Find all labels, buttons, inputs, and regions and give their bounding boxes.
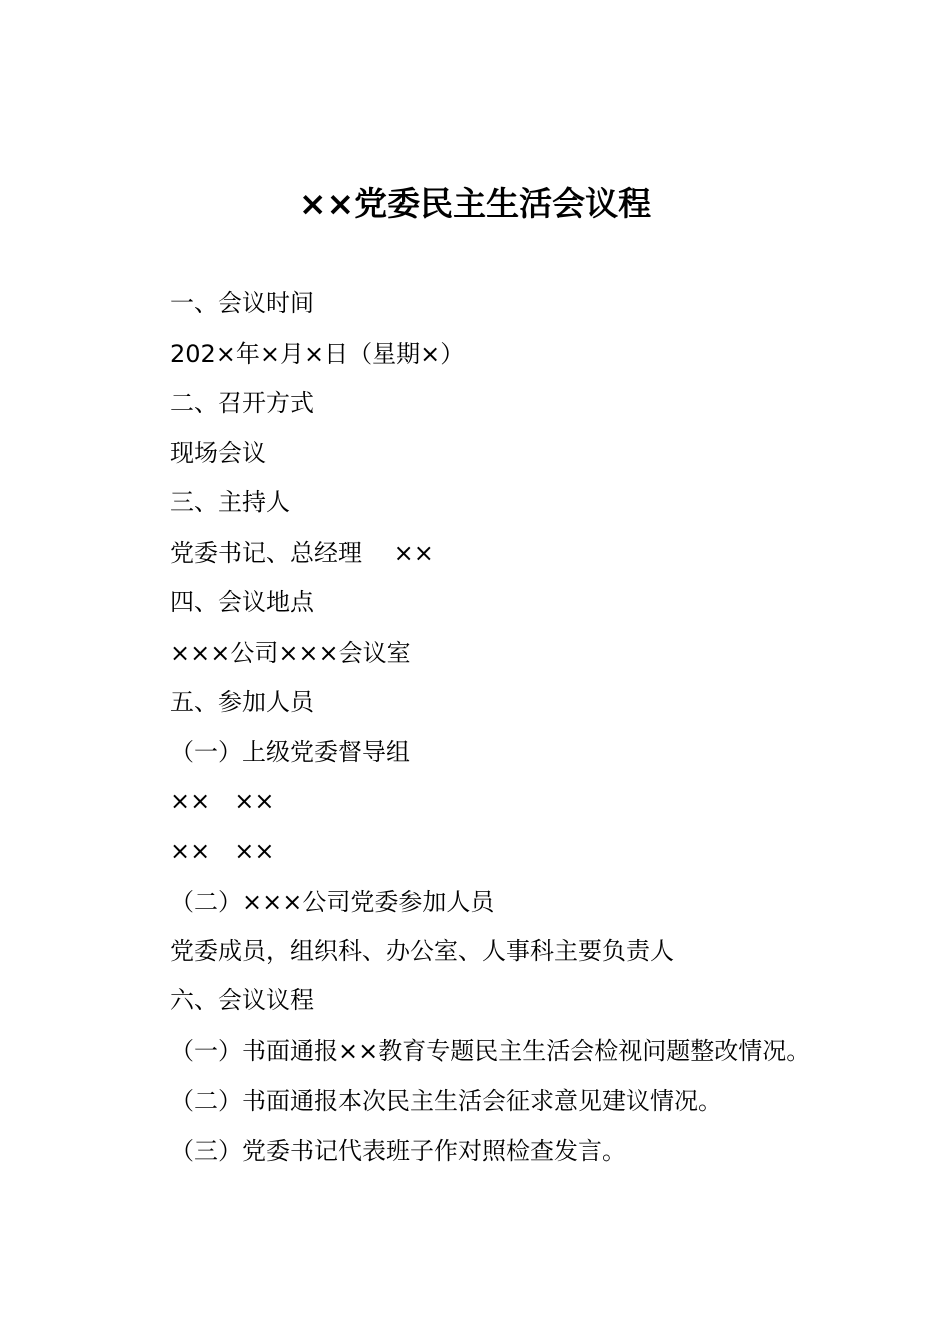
section-heading-attendees: 五、参加人员 xyxy=(170,688,314,716)
section-heading-meeting-location: 四、会议地点 xyxy=(170,588,314,616)
document-title: ××党委民主生活会议程 xyxy=(298,184,652,223)
section-heading-meeting-time: 一、会议时间 xyxy=(170,289,314,317)
meeting-location-value: ×××公司×××会议室 xyxy=(170,639,411,667)
attendee-names-row: ×× ×× xyxy=(170,837,275,865)
agenda-item: （三）党委书记代表班子作对照检查发言。 xyxy=(170,1137,626,1165)
host-value: 党委书记、总经理 ×× xyxy=(170,539,434,567)
attendee-group-value: 党委成员，组织科、办公室、人事科主要负责人 xyxy=(170,937,674,965)
agenda-item: （一）书面通报××教育专题民主生活会检视问题整改情况。 xyxy=(170,1037,811,1065)
attendee-group-heading: （二）×××公司党委参加人员 xyxy=(170,888,495,916)
attendee-names-row: ×× ×× xyxy=(170,787,275,815)
section-heading-meeting-format: 二、召开方式 xyxy=(170,389,314,417)
section-heading-agenda: 六、会议议程 xyxy=(170,986,314,1014)
meeting-time-value: 202×年×月×日（星期×） xyxy=(170,340,465,368)
agenda-item: （二）书面通报本次民主生活会征求意见建议情况。 xyxy=(170,1087,722,1115)
section-heading-host: 三、主持人 xyxy=(170,488,290,516)
attendee-group-heading: （一）上级党委督导组 xyxy=(170,738,410,766)
meeting-format-value: 现场会议 xyxy=(170,439,266,467)
